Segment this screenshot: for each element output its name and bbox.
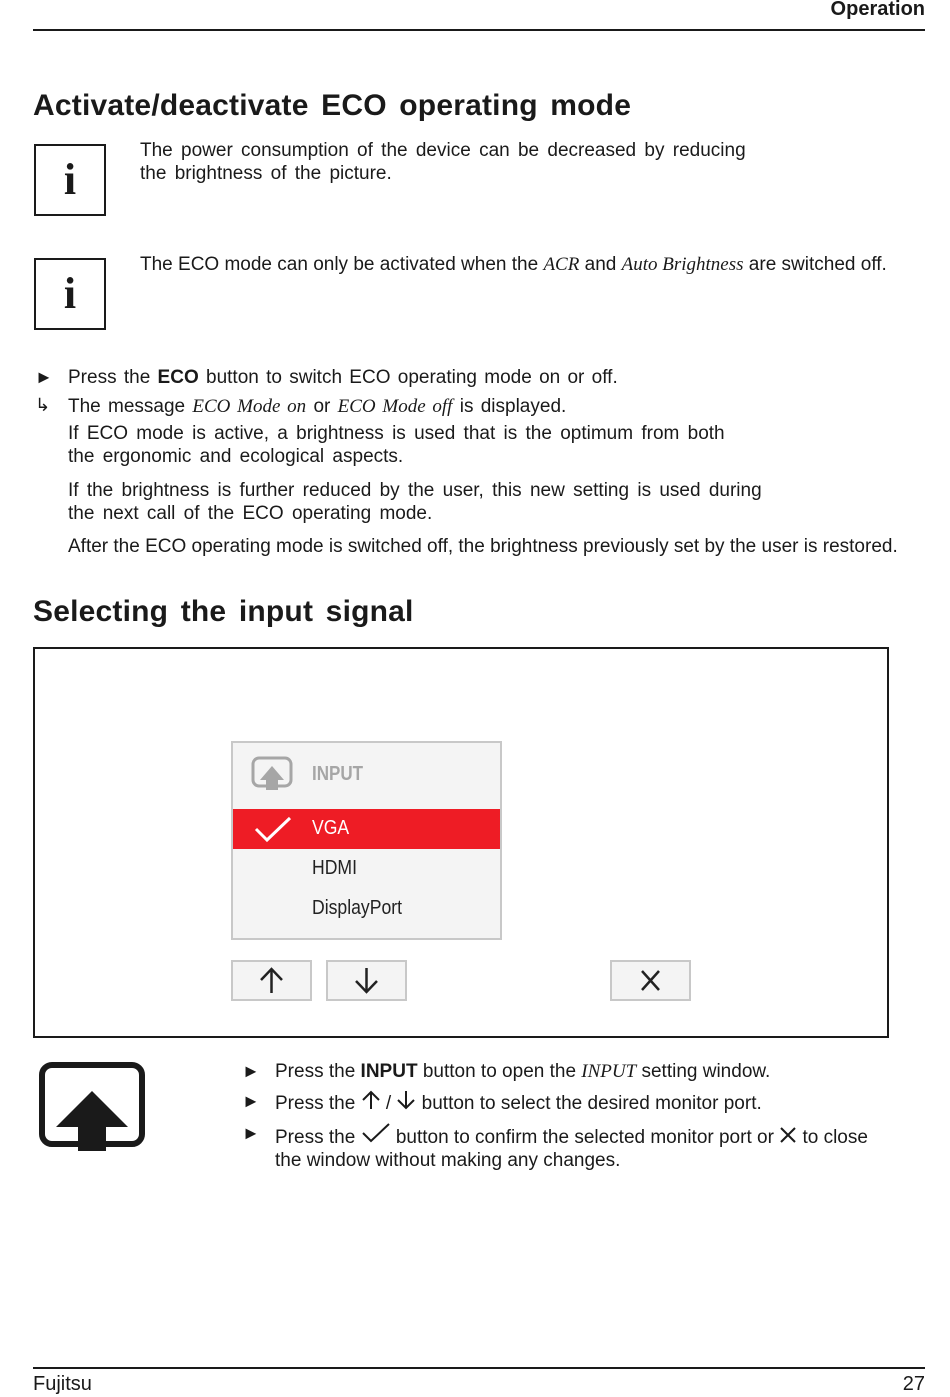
eco-paragraph-2: If the brightness is further reduced by the user, this new setting is used during the next call of the ECO operating mode.: [68, 480, 762, 524]
eco-info-text-2: The ECO mode can only be activated when the ACR and Auto Brightness are switched off.: [140, 254, 887, 275]
info-icon: i: [34, 144, 106, 216]
check-icon: [361, 1122, 391, 1144]
arrow-down-icon: [328, 962, 405, 999]
step-arrow-icon: ►: [35, 367, 53, 387]
osd-input-menu: [231, 741, 502, 940]
header-rule: [33, 29, 925, 31]
osd-item-displayport[interactable]: DisplayPort: [312, 897, 402, 919]
result-arrow-icon: ↳: [35, 395, 51, 415]
input-button-icon: [38, 1061, 148, 1153]
input-step-2: Press the / button to select the desired monitor port.: [275, 1090, 762, 1115]
osd-item-hdmi[interactable]: HDMI: [312, 857, 357, 879]
step-arrow-icon: ►: [242, 1091, 260, 1111]
arrow-up-icon: [233, 962, 310, 999]
page-number: 27: [902, 1373, 925, 1395]
eco-step-text: Press the ECO button to switch ECO operating mode on or off.: [68, 367, 618, 388]
eco-section-title: Activate/deactivate ECO operating mode: [33, 89, 632, 122]
eco-result-text: The message ECO Mode on or ECO Mode off is displayed.: [68, 396, 567, 417]
arrow-up-icon: [361, 1090, 381, 1110]
arrow-down-icon: [396, 1090, 416, 1110]
footer-brand: Fujitsu: [33, 1373, 92, 1395]
footer-rule: [33, 1367, 925, 1369]
input-step-1: Press the INPUT button to open the INPUT setting window.: [275, 1061, 771, 1082]
input-step-3: Press the button to confirm the selected monitor port or to close the window without making any changes.: [275, 1122, 868, 1172]
header-section-title: Operation: [830, 0, 925, 20]
input-icon: [251, 756, 293, 792]
osd-down-button[interactable]: [326, 960, 407, 1001]
info-icon: i: [34, 258, 106, 330]
close-icon: [779, 1126, 797, 1144]
step-arrow-icon: ►: [242, 1123, 260, 1143]
osd-up-button[interactable]: [231, 960, 312, 1001]
eco-paragraph-3: After the ECO operating mode is switched off, the brightness previously set by the user is restored.: [68, 536, 898, 557]
osd-item-vga[interactable]: VGA: [233, 809, 500, 849]
close-icon: [612, 962, 689, 999]
osd-close-button[interactable]: [610, 960, 691, 1001]
eco-paragraph-1: If ECO mode is active, a brightness is used that is the optimum from both the ergonomic and ecological aspects.: [68, 423, 725, 467]
check-icon: [253, 815, 293, 843]
eco-info-text-1: The power consumption of the device can be decreased by reducing the brightness of the picture.: [140, 140, 746, 184]
osd-title: INPUT: [312, 763, 363, 785]
step-arrow-icon: ►: [242, 1061, 260, 1081]
input-section-title: Selecting the input signal: [33, 595, 414, 628]
